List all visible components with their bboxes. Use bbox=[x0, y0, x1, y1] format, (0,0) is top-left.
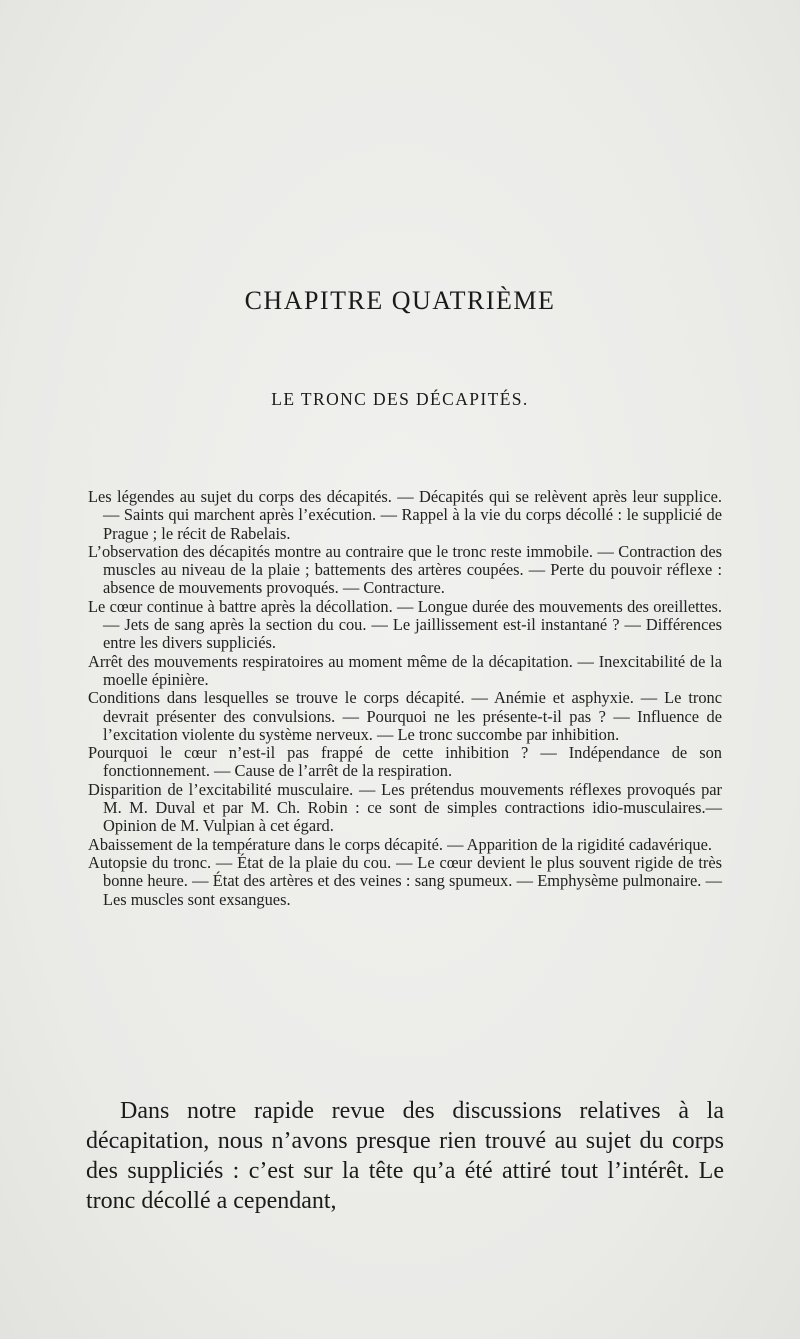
summary-paragraph: L’observation des décapités montre au contraire que le tronc reste immobile. — Contraction des muscles au niveau de la plaie ; battements des artères coupées. — Perte du pouvoir réflexe : absence de mouvements provoqués. — Contracture. bbox=[88, 541, 722, 598]
body-paragraph: Dans notre rapide revue des discussions relatives à la décapitation, nous n’avons presque rien trouvé au sujet du corps des suppliciés : c’est sur la tête qu’a été attiré tout l’intérêt. Le tronc décollé a cependant, bbox=[86, 1098, 724, 1214]
summary-paragraph: Le cœur continue à battre après la décollation. — Longue durée des mouvements des oreillettes. — Jets de sang après la section du cou. — Le jaillissement est-il instantané ? — Différences entre les divers suppliciés. bbox=[88, 596, 722, 653]
summary-paragraph: Disparition de l’excitabilité musculaire. — Les prétendus mouvements réflexes provoqués par M. M. Duval et par M. Ch. Robin : ce sont de simples contractions idio-musculaires.— Opinion de M. Vulpian à cet égard. bbox=[88, 779, 722, 836]
summary-paragraph: Arrêt des mouvements respiratoires au moment même de la décapitation. — Inexcitabilité de la moelle épinière. bbox=[88, 651, 722, 689]
summary-paragraph: Autopsie du tronc. — État de la plaie du cou. — Le cœur devient le plus souvent rigide de très bonne heure. — État des artères et des veines : sang spumeux. — Emphysème pulmonaire. — Les muscles sont exsangues. bbox=[88, 852, 722, 909]
body-text bbox=[86, 1096, 724, 1216]
summary-paragraph: Conditions dans lesquelles se trouve le corps décapité. — Anémie et asphyxie. — Le tronc devrait présenter des convulsions. — Pourquoi ne les présente-t-il pas ? — Influence de l’excitation violente du système nerveux. — Le tronc succombe par inhibition. bbox=[88, 688, 722, 744]
summary-paragraph: Abaissement de la température dans le corps décapité. — Apparition de la rigidité cadavérique. bbox=[88, 834, 712, 854]
chapter-title: CHAPITRE QUATRIÈME bbox=[244, 286, 556, 315]
section-title: LE TRONC DES DÉCAPITÉS. bbox=[271, 389, 529, 409]
chapter-summary bbox=[88, 488, 722, 909]
summary-paragraph: Les légendes au sujet du corps des décapités. — Décapités qui se relèvent après leur supplice. — Saints qui marchent après l’exécution. — Rappel à la vie du corps décollé : le supplicié de Prague ; le récit de Rabelais. bbox=[88, 487, 722, 543]
summary-paragraph: Pourquoi le cœur n’est-il pas frappé de cette inhibition ? — Indépendance de son fonctionnement. — Cause de l’arrêt de la respiration. bbox=[88, 743, 722, 781]
